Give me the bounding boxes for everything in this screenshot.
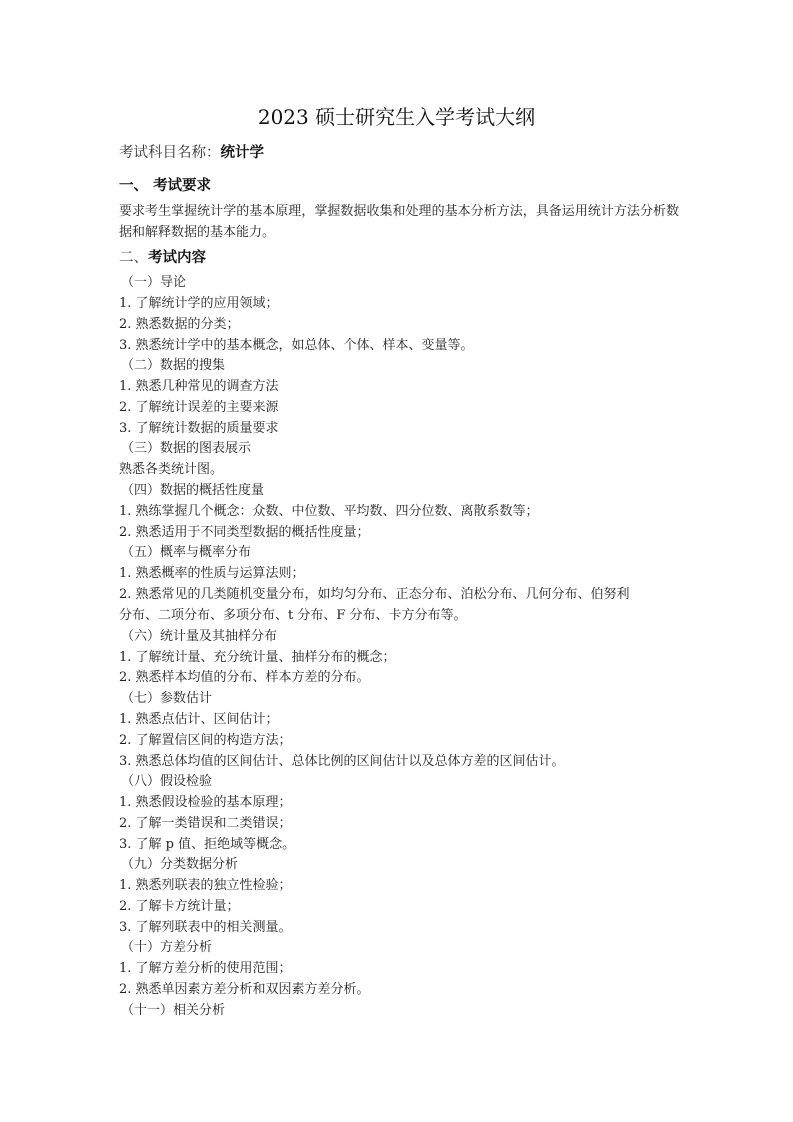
- subsection-heading: （十）方差分析: [121, 940, 213, 955]
- content-item: 2. 了解置信区间的构造方法；: [119, 733, 292, 748]
- subsection-heading: （五）概率与概率分布: [121, 545, 252, 560]
- subsection-heading: （一）导论: [121, 275, 187, 290]
- content-item: 3. 熟悉总体均值的区间估计、总体比例的区间估计以及总体方差的区间估计。: [119, 754, 565, 769]
- content-item: 1. 熟悉几种常见的调查方法: [119, 379, 279, 394]
- content-item: 1. 熟悉假设检验的基本原理；: [119, 795, 292, 810]
- content-item: 2. 了解统计误差的主要来源: [119, 400, 279, 415]
- subsection-heading: （六）统计量及其抽样分布: [121, 629, 278, 644]
- section-number: 二、: [119, 250, 148, 266]
- content-item: 1. 熟悉列联表的独立性检验；: [119, 878, 292, 893]
- content-item: 3. 熟悉统计学中的基本概念，如总体、个体、样本、变量等。: [119, 338, 474, 353]
- subsection-heading: （八）假设检验: [121, 774, 213, 789]
- subsection-heading: （四）数据的概括性度量: [121, 483, 265, 498]
- section-heading-requirements: [119, 176, 211, 196]
- subsection-heading: （七）参数估计: [121, 691, 213, 706]
- content-item: 2. 熟悉样本均值的分布、样本方差的分布。: [119, 670, 370, 685]
- content-item: 1. 了解统计量、充分统计量、抽样分布的概念；: [119, 650, 396, 665]
- subsection-heading: （九）分类数据分析: [121, 857, 239, 872]
- content-item: 3. 了解 p 值、拒绝域等概念。: [119, 837, 296, 852]
- content-item: 1. 了解统计学的应用领域；: [119, 296, 279, 311]
- subsection-heading: （十一）相关分析: [121, 1003, 226, 1018]
- content-item: 2. 熟悉适用于不同类型数据的概括性度量；: [119, 525, 370, 540]
- content-item-continuation: 分布、二项分布、多项分布、t 分布、F 分布、卡方分布等。: [119, 608, 467, 623]
- content-item: 2. 了解一类错误和二类错误；: [119, 816, 292, 831]
- requirements-paragraph: 要求考生掌握统计学的基本原理，掌握数据收集和处理的基本分析方法，具备运用统计方法分析数据和解释数据的基本能力。: [119, 204, 679, 240]
- content-item: 1. 了解方差分析的使用范围；: [119, 961, 292, 976]
- subject-line: [119, 144, 264, 163]
- section-title: 考试内容: [148, 250, 206, 266]
- document-title: 2023 硕士研究生入学考试大纲: [257, 105, 536, 129]
- content-item: 1. 熟练掌握几个概念：众数、中位数、平均数、四分位数、离散系数等；: [119, 504, 539, 519]
- content-item: 2. 熟悉常见的几类随机变量分布，如均匀分布、正态分布、泊松分布、几何分布、伯努利: [119, 587, 630, 602]
- subsection-heading: （三）数据的图表展示: [121, 441, 252, 456]
- content-item: 2. 熟悉数据的分类；: [119, 317, 240, 332]
- subject-label: 考试科目名称：: [119, 145, 221, 161]
- subsection-heading: （二）数据的搜集: [121, 358, 226, 373]
- content-item: 2. 了解卡方统计量；: [119, 899, 240, 914]
- section-heading-content: [119, 248, 206, 268]
- subject-value: 统计学: [220, 145, 264, 161]
- content-item: 3. 了解列联表中的相关测量。: [119, 920, 292, 935]
- content-item: 熟悉各类统计图。: [119, 462, 224, 477]
- content-item: 1. 熟悉概率的性质与运算法则；: [119, 566, 305, 581]
- section-title: 考试要求: [153, 178, 212, 194]
- content-item: 1. 熟悉点估计、区间估计；: [119, 712, 279, 727]
- content-item: 3. 了解统计数据的质量要求: [119, 421, 279, 436]
- section-number: 一、: [119, 178, 148, 194]
- content-item: 2. 熟悉单因素方差分析和双因素方差分析。: [119, 982, 370, 997]
